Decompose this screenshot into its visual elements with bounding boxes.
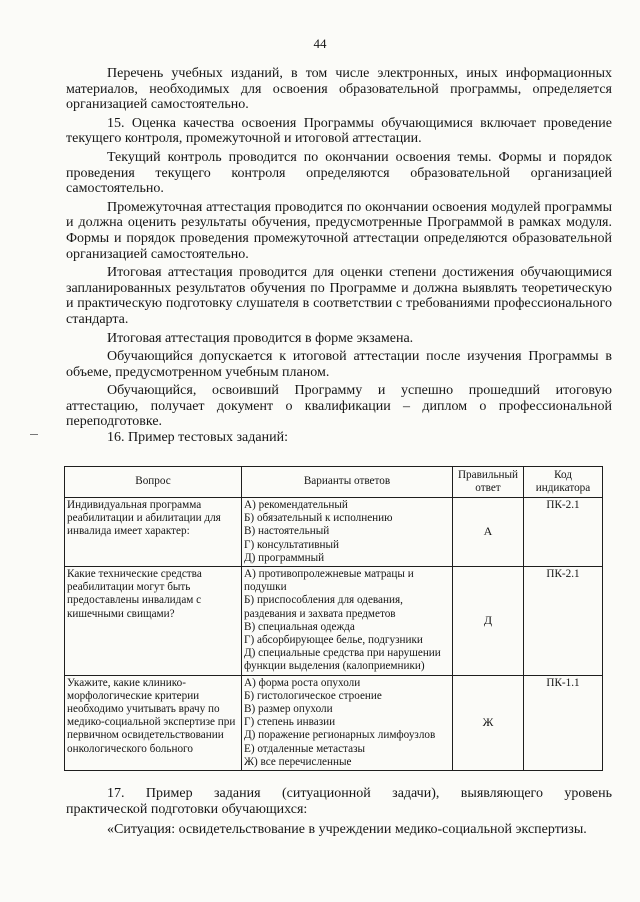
paragraph-admission: Обучающийся допускается к итоговой аттестации после изучения Программы в объеме, предусмотренном учебным планом.	[66, 349, 612, 380]
document-body	[66, 66, 612, 445]
option: Е) отдаленные метастазы	[244, 742, 366, 755]
option: Ж) все перечисленные	[244, 755, 352, 768]
code-cell: ПК-1.1	[524, 675, 603, 770]
option: Г) консультативный	[244, 538, 339, 551]
table-row	[65, 675, 603, 770]
header-indicator-code: Код индикатора	[524, 467, 603, 498]
options-cell	[242, 567, 453, 676]
table-header-row	[65, 467, 603, 498]
paragraph-task-heading-cont: практической подготовки обучающихся:	[66, 802, 308, 817]
paragraph-exam-form: Итоговая аттестация проводится в форме экзамена.	[107, 330, 414, 346]
options-cell	[242, 675, 453, 770]
header-options: Варианты ответов	[242, 467, 453, 498]
option: Г) абсорбирующее белье, подгузники	[244, 634, 423, 647]
options-cell	[242, 498, 453, 567]
code-cell: ПК-2.1	[524, 567, 603, 676]
paragraph-diploma: Обучающийся, освоивший Программу и успешно прошедший итоговую аттестацию, получает документ о квалификации – диплом о профессиональной переподготовке.	[66, 383, 612, 430]
option: А) противопролежневые матрацы и подушки	[244, 568, 414, 594]
margin-mark	[30, 434, 38, 435]
option: В) размер опухоли	[244, 703, 333, 716]
paragraph-final-attestation: Итоговая аттестация проводится для оценки степени достижения обучающимися запланированных результатов обучения по Программе и должна выявлять теоретическую и практическую подготовку слушателя в соответствии с требованиями профессионального стандарта.	[66, 265, 612, 327]
header-question: Вопрос	[65, 467, 242, 498]
option: Д) специальные средства при нарушении функции выделения (калоприемники)	[244, 647, 441, 673]
header-correct-answer: Правильный ответ	[453, 467, 524, 498]
table-row	[65, 567, 603, 676]
page-number: 44	[313, 36, 327, 51]
paragraph-current-control: Текущий контроль проводится по окончании освоения темы. Формы и порядок проведения текущего контроля определяются образовательной организацией самостоятельно.	[66, 149, 612, 197]
option: В) специальная одежда	[244, 620, 355, 633]
option: Б) приспособления для одевания, раздевания и захвата предметов	[244, 594, 403, 620]
option: А) рекомендательный	[244, 499, 348, 511]
option: Б) обязательный к исполнению	[244, 512, 393, 525]
paragraph-materials: Перечень учебных изданий, в том числе электронных, иных информационных материалов, необходимых для освоения образовательной программы, определяется организацией самостоятельно.	[66, 66, 612, 113]
paragraph-intermediate-attestation: Промежуточная аттестация проводится по окончании освоения модулей программы и должна оценить результаты обучения, предусмотренные Программой в рамках модуля. Формы и порядок проведения промежуточной аттестации определяются образовательной организацией самостоятельно.	[66, 199, 612, 262]
question-cell: Какие технические средства реабилитации могут быть предоставлены инвалидам с кишечными свищами?	[65, 567, 242, 676]
code-cell: ПК-2.1	[524, 498, 603, 567]
table-title: 16. Пример тестовых заданий:	[107, 430, 288, 446]
answer-cell: Ж	[453, 675, 524, 770]
option: Б) гистологическое строение	[244, 689, 382, 702]
situational-task-section	[66, 786, 612, 842]
question-cell: Укажите, какие клинико-морфологические критерии необходимо учитывать врачу по медико-социальной экспертизе при первичном освидетельствовании онкологического больного	[65, 675, 242, 770]
answer-cell: Д	[453, 567, 524, 676]
paragraph-situation: «Ситуация: освидетельствование в учреждении медико-социальной экспертизы.	[107, 822, 587, 837]
test-questions-table	[64, 466, 603, 771]
option: Д) программный	[244, 551, 325, 564]
option: А) форма роста опухоли	[244, 676, 361, 689]
table-row	[65, 498, 603, 567]
paragraph-task-heading: 17. Пример задания (ситуационной задачи), выявляющего уровень	[107, 786, 612, 801]
option: Д) поражение регионарных лимфоузлов	[244, 729, 436, 742]
option: Г) степень инвазии	[244, 716, 336, 729]
answer-cell: А	[453, 498, 524, 567]
question-cell: Индивидуальная программа реабилитации и абилитации для инвалида имеет характер:	[65, 498, 242, 567]
paragraph-quality-assessment: 15. Оценка качества освоения Программы обучающимися включает проведение текущего контроля, промежуточной и итоговой аттестации.	[66, 115, 612, 147]
option: В) настоятельный	[244, 525, 330, 538]
